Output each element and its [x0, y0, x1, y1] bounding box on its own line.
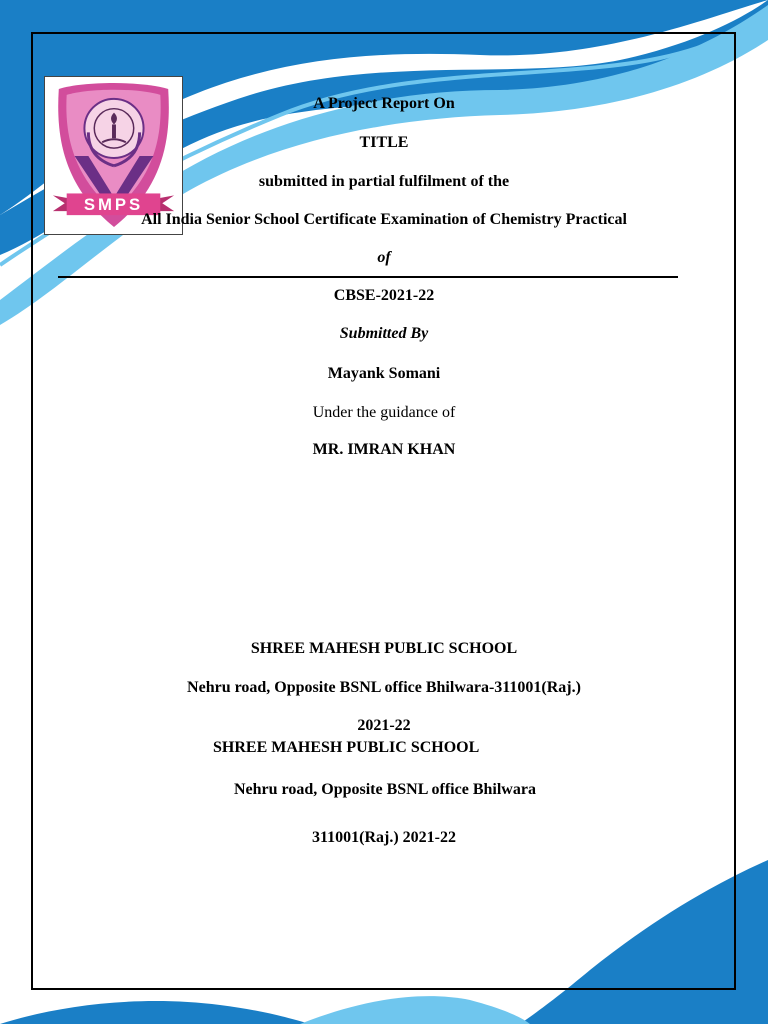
of-text: of	[377, 249, 391, 266]
school-address-2: Nehru road, Opposite BSNL office Bhilwara	[234, 781, 536, 798]
submitted-by-label: Submitted By	[339, 325, 429, 342]
bottom-wave-light	[300, 996, 530, 1024]
student-name: Mayank Somani	[327, 365, 441, 382]
guidance-label: Under the guidance of	[312, 404, 456, 421]
report-heading: A Project Report On	[313, 95, 455, 112]
exam-name: All India Senior School Certificate Examination of Chemistry Practical	[141, 211, 627, 228]
school-year-1: 2021-22	[357, 717, 411, 734]
school-pin-year-2: 311001(Raj.) 2021-22	[312, 829, 456, 846]
teacher-name: MR. IMRAN KHAN	[312, 441, 456, 458]
submission-text: submitted in partial fulfilment of the	[258, 173, 510, 190]
school-name-1: SHREE MAHESH PUBLIC SCHOOL	[250, 640, 518, 657]
divider-line	[58, 276, 678, 278]
project-title: TITLE	[359, 134, 409, 151]
school-name-2: SHREE MAHESH PUBLIC SCHOOL	[213, 739, 480, 756]
school-address-1: Nehru road, Opposite BSNL office Bhilwara-311001(Raj.)	[187, 679, 581, 696]
board-session: CBSE-2021-22	[333, 287, 435, 304]
logo-text: SMPS	[83, 195, 144, 215]
bottom-wave-left	[0, 1001, 310, 1024]
